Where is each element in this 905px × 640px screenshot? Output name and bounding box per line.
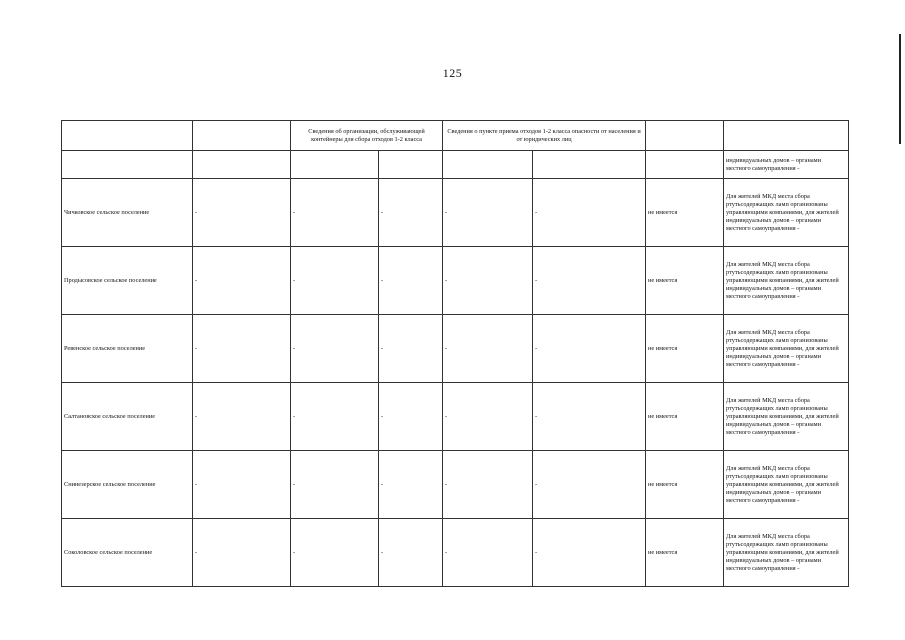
settlement-name: Ревенское сельское поселение	[62, 315, 193, 383]
note-cell: Для жителей МКД места сбора ртутьсодержащих ламп организованы управляющими компаниями, для жителей индивидуальных домов – органами местного самоуправления -	[724, 247, 849, 315]
table-cell: -	[533, 383, 646, 451]
table-row	[62, 519, 849, 587]
table-cell: -	[379, 179, 443, 247]
continuation-row	[62, 151, 849, 179]
note-cell: Для жителей МКД места сбора ртутьсодержащих ламп организованы управляющими компаниями, для жителей индивидуальных домов – органами местного самоуправления -	[724, 519, 849, 587]
settlement-name: Салтановское сельское поселение	[62, 383, 193, 451]
table-cell: -	[443, 451, 533, 519]
table-cell: -	[443, 179, 533, 247]
header-cell-empty	[193, 121, 291, 151]
table-row	[62, 383, 849, 451]
status-cell: не имеется	[646, 451, 724, 519]
page-number: 125	[442, 66, 463, 80]
header-cell-empty	[62, 121, 193, 151]
status-cell: не имеется	[646, 519, 724, 587]
table-cell: -	[443, 519, 533, 587]
table-row	[62, 247, 849, 315]
table-cell: -	[443, 247, 533, 315]
header-cell-empty	[724, 121, 849, 151]
table-cell: -	[291, 383, 379, 451]
waste-collection-table	[61, 120, 849, 587]
table-cell: -	[533, 179, 646, 247]
table-cell: -	[533, 519, 646, 587]
table-row	[62, 315, 849, 383]
status-cell: не имеется	[646, 179, 724, 247]
settlement-name: Продысовское сельское поселение	[62, 247, 193, 315]
status-cell: не имеется	[646, 315, 724, 383]
table-cell: -	[533, 451, 646, 519]
table-row	[62, 179, 849, 247]
continuation-note: индивидуальных домов – органами местного самоуправления -	[724, 151, 849, 179]
scan-edge-mark	[899, 34, 901, 144]
table-cell: -	[193, 519, 291, 587]
table-cell: -	[443, 383, 533, 451]
header-collection-point	[443, 121, 646, 151]
note-cell: Для жителей МКД места сбора ртутьсодержащих ламп организованы управляющими компаниями, для жителей индивидуальных домов – органами местного самоуправления -	[724, 451, 849, 519]
table-cell: -	[193, 383, 291, 451]
table-cell: -	[379, 315, 443, 383]
table-cell: -	[193, 451, 291, 519]
table-cell: -	[193, 247, 291, 315]
status-cell: не имеется	[646, 383, 724, 451]
header-collection-point-text: Сведения о пункте приема отходов 1-2 класса опасности от населения и от юридических лиц	[447, 127, 641, 143]
note-cell: Для жителей МКД места сбора ртутьсодержащих ламп организованы управляющими компаниями, для жителей индивидуальных домов – органами местного самоуправления -	[724, 315, 849, 383]
table-cell: -	[291, 179, 379, 247]
table-cell: -	[533, 247, 646, 315]
table-cell: -	[193, 315, 291, 383]
header-organization	[291, 121, 443, 151]
status-cell: не имеется	[646, 247, 724, 315]
table-cell: -	[291, 519, 379, 587]
header-cell-empty	[646, 121, 724, 151]
table-cell: -	[379, 247, 443, 315]
table-cell: -	[379, 383, 443, 451]
settlement-name: Снинезерское сельское поселение	[62, 451, 193, 519]
table-cell: -	[291, 247, 379, 315]
note-cell: Для жителей МКД места сбора ртутьсодержащих ламп организованы управляющими компаниями, для жителей индивидуальных домов – органами местного самоуправления -	[724, 179, 849, 247]
table-cell: -	[443, 315, 533, 383]
table-cell: -	[379, 451, 443, 519]
header-organization-text: Сведения об организации, обслуживающей контейнеры для сбора отходов 1-2 класса	[308, 127, 425, 143]
note-cell: Для жителей МКД места сбора ртутьсодержащих ламп организованы управляющими компаниями, для жителей индивидуальных домов – органами местного самоуправления -	[724, 383, 849, 451]
table-cell: -	[291, 451, 379, 519]
table-cell: -	[379, 519, 443, 587]
table-header-row	[62, 121, 849, 151]
settlement-name: Чичковское сельское поселение	[62, 179, 193, 247]
table-cell: -	[291, 315, 379, 383]
table-row	[62, 451, 849, 519]
table-cell: -	[533, 315, 646, 383]
settlement-name: Соколовское сельское поселение	[62, 519, 193, 587]
table-cell: -	[193, 179, 291, 247]
